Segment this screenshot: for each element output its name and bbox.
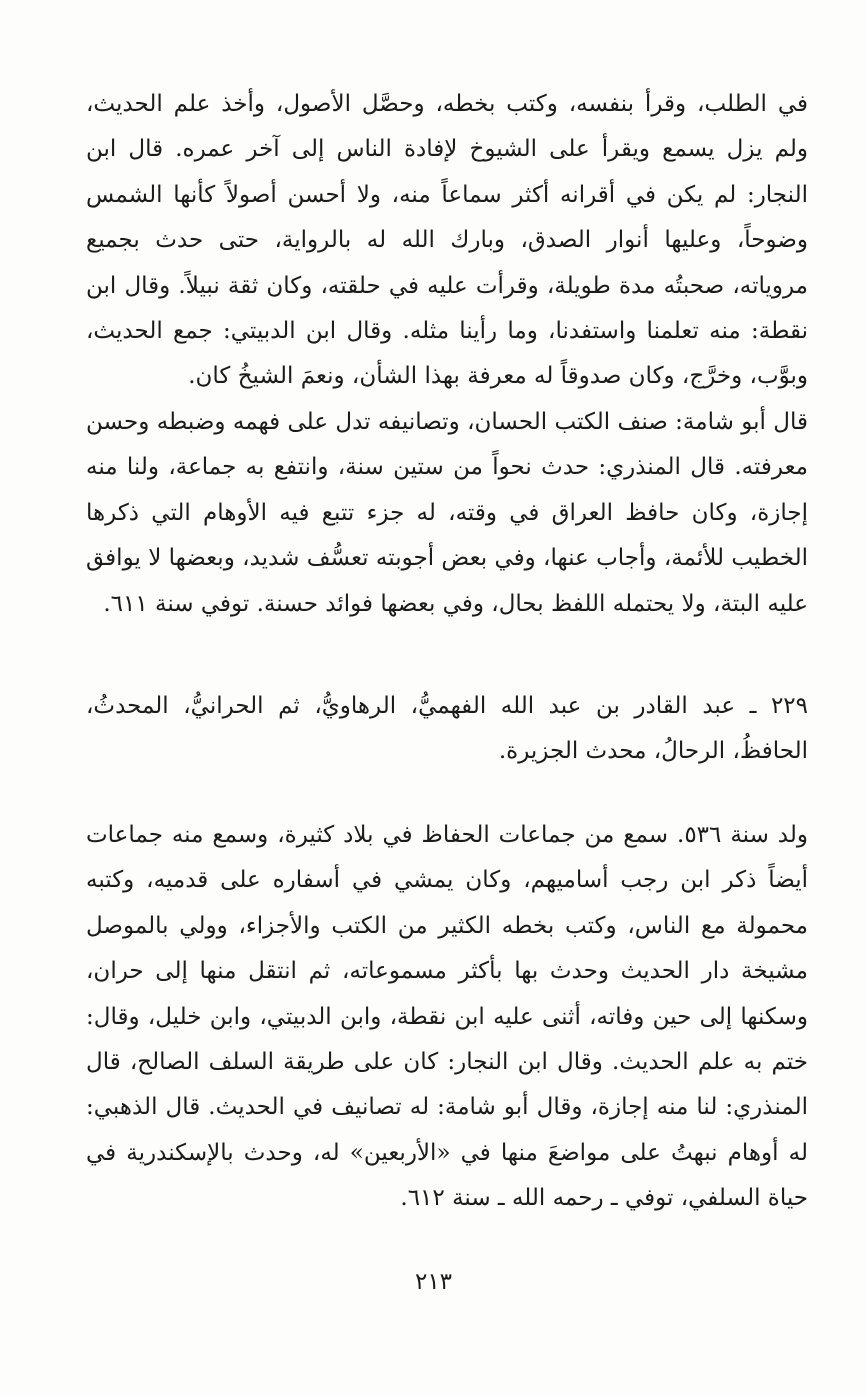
paragraph-2 <box>86 400 808 627</box>
paragraph-4-text: ولد سنة ٥٣٦. سمع من جماعات الحفاظ في بلاد كثيرة، وسمع منه جماعات أيضاً ذكر ابن رجب أساميهم، وكان يمشي في أسفاره على قدميه، وكتبه محمولة مع الناس، وكتب بخطه الكثير من الكتب والأجزاء، وولي بالموصل مشيخة دار الحديث وحدث بها بأكثر مسموعاته، ثم انتقل منها إلى حران، وسكنها إلى حين وفاته، أثنى عليه ابن نقطة، وابن الدبيتي، وابن خليل، وقال: ختم به علم الحديث. وقال ابن النجار: كان على طريقة السلف الصالح، قال المنذري: لنا منه إجازة، وقال أبو شامة: له تصانيف في الحديث. قال الذهبي: له أوهام نبهتُ على مواضعَ منها في «الأربعين» له، وحدث بالإسكندرية في حياة السلفي، توفي ـ رحمه الله ـ سنة ٦١٢. <box>86 822 808 1212</box>
paragraph-2-text: قال أبو شامة: صنف الكتب الحسان، وتصانيفه تدل على فهمه وضبطه وحسن معرفته. قال المنذري: حدث نحواً من ستين سنة، وانتفع به جماعة، ولنا منه إجازة، وكان حافظ العراق في وقته، له جزء تتبع فيه الأوهام التي ذكرها الخطيب للأئمة، وأجاب عنها، وفي بعض أجوبته تعسُّف شديد، وبعضها لا يوافق عليه البتة، ولا يحتمله اللفظ بحال، وفي بعضها فوائد حسنة. توفي سنة ٦١١. <box>86 409 808 617</box>
paragraph-4 <box>86 813 808 1222</box>
entry-heading-text: ٢٢٩ ـ عبد القادر بن عبد الله الفهميُّ، الرهاويُّ، ثم الحرانيُّ، المحدثُ، الحافظُ، الرحالُ، محدث الجزيرة. <box>86 693 808 765</box>
paragraph-1-text: في الطلب، وقرأ بنفسه، وكتب بخطه، وحصَّل الأصول، وأخذ علم الحديث، ولم يزل يسمع ويقرأ على الشيوخ لإفادة الناس إلى آخر عمره. قال ابن النجار: لم يكن في أقرانه أكثر سماعاً منه، ولا أحسن أصولاً كأنها الشمس وضوحاً، وعليها أنوار الصدق، وبارك الله له بالرواية، حتى حدث بجميع مروياته، صحبتُه مدة طويلة، وقرأت عليه في حلقته، وكان ثقة نبيلاً. وقال ابن نقطة: منه تعلمنا واستفدنا، وما رأينا مثله. وقال ابن الدبيتي: جمع الحديث، وبوَّب، وخرَّج، وكان صدوقاً له معرفة بهذا الشأن، ونعمَ الشيخُ كان. <box>86 91 808 390</box>
paragraph-1 <box>86 82 808 400</box>
page-number: ٢١٣ <box>414 1269 453 1295</box>
entry-heading-229 <box>86 684 808 775</box>
